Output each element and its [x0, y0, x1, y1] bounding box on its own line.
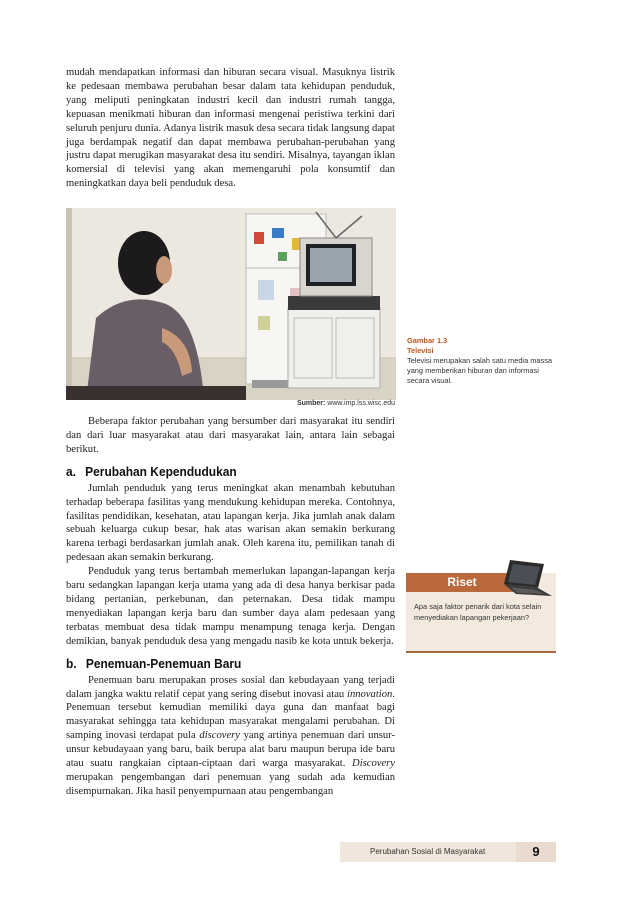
riset-question: Apa saja faktor penarik dari kota selain menyediakan lapangan pekerjaan? [414, 602, 542, 622]
section-b-text-1: Penemuan baru merupakan proses sosial dan kebudayaan yang terjadi dalam jangka waktu relatif cepat yang sering disebut inovasi atau [66, 674, 395, 700]
figure-caption [407, 336, 557, 386]
footer-title: Perubahan Sosial di Masyarakat [370, 847, 486, 856]
innovation-term: innovation [347, 688, 393, 700]
section-b-text-3: yang artinya penemuan dari unsur-unsur kebudayaan yang baru, baik berupa alat baru maupun berupa ide baru atau suatu rangkaian ciptaan-ciptaan dari warga masyarakat. [66, 730, 396, 770]
photo-source-url: www.imp.lss.wisc.edu [327, 400, 395, 407]
discovery-term-2: Discovery [352, 758, 395, 770]
caption-title: Gambar 1.3 [407, 336, 448, 345]
caption-text: Televisi merupakan salah satu media massa yang memberikan hiburan dan informasi secara visual. [407, 356, 553, 385]
page-footer [340, 842, 556, 862]
caption-subtitle: Televisi [407, 346, 434, 355]
section-a-paragraph-1: Jumlah penduduk yang terus meningkat akan menambah kebutuhan terhadap beberapa fasilitas yang mendukung kehidupan mereka. Contohnya, fasilitas pendidikan, kesehatan, atau lapangan kerja. Jika jumlah anak dalam sebuah keluarga cukup besar, hak atas warisan akan semakin berkurang karena terbagi berdasarkan jumlah anak. Oleh karena itu, pemilikan tanah di pedesaan akan semakin berkurang. [66, 482, 395, 564]
section-a-paragraph-2: Penduduk yang terus bertambah memerlukan lapangan-lapangan kerja baru sedangkan lapangan kerja utama yang ada di desa hanya berkisar pada bidang pertanian, perkebunan, dan peternakan. Desa tidak mampu menyediakan lapangan kerja baru dan sumber daya alam pedesaan yang terbatas membuat desa tidak mampu menampung tenaga kerja. Dengan demikian, banyak penduduk desa yang mengadu nasib ke kota untuk bekerja. [66, 566, 395, 647]
section-b-text-4: merupakan pengembangan dari penemuan yang sudah ada kemudian disempurnakan. Jika hasil penyempurnaan atau pengembangan [66, 771, 395, 797]
intro-paragraph: mudah mendapatkan informasi dan hiburan secara visual. Masuknya listrik ke pedesaan membawa perubahan besar dalam tata kehidupan penduduk, yang meliputi peningkatan industri kecil dan industri rumah tangga, kepuasan menikmati hiburan dan informasi mengenai peristiwa terkini dari seluruh penjuru dunia. Adanya listrik masuk desa secara tidak langsung dapat juga berdampak negatif dan dapat membawa perubahan-perubahan yang justru dapat merugikan masyarakat desa itu sendiri. Misalnya, tayangan iklan komersial di televisi yang akan memengaruhi pola konsumtif dan meningkatkan daya beli penduduk desa. [66, 67, 395, 190]
page-number: 9 [516, 842, 556, 862]
section-b-paragraph-1 [66, 674, 395, 799]
photo-source [66, 400, 395, 407]
section-a-heading [66, 464, 369, 479]
television-scene-illustration [66, 208, 396, 400]
section-b-letter: b. [66, 655, 77, 671]
section-a-title: Perubahan Kependudukan [85, 463, 237, 479]
discovery-term: discovery [199, 730, 240, 742]
laptop-icon [500, 558, 556, 600]
section-a-letter: a. [66, 463, 76, 479]
body-column [66, 415, 395, 799]
photo-source-label: Sumber: [296, 400, 326, 407]
section-b-heading [66, 656, 369, 671]
riset-title: Riset [406, 573, 518, 592]
television-photo [66, 208, 396, 400]
factors-intro-paragraph: Beberapa faktor perubahan yang bersumber dari masyarakat itu sendiri dan dari luar masyarakat atau dari masyarakat lain, antara lain sebagai berikut. [66, 416, 395, 455]
section-b-text-2: . Penemuan tersebut kemudian memiliki daya guna dan manfaat bagi masyarakat sehingga tata kehidupan masyarakat mengalami perubahan. Di samping inovasi terdapat pula [66, 688, 395, 742]
main-column [66, 66, 395, 191]
section-b-title: Penemuan-Penemuan Baru [85, 655, 242, 671]
